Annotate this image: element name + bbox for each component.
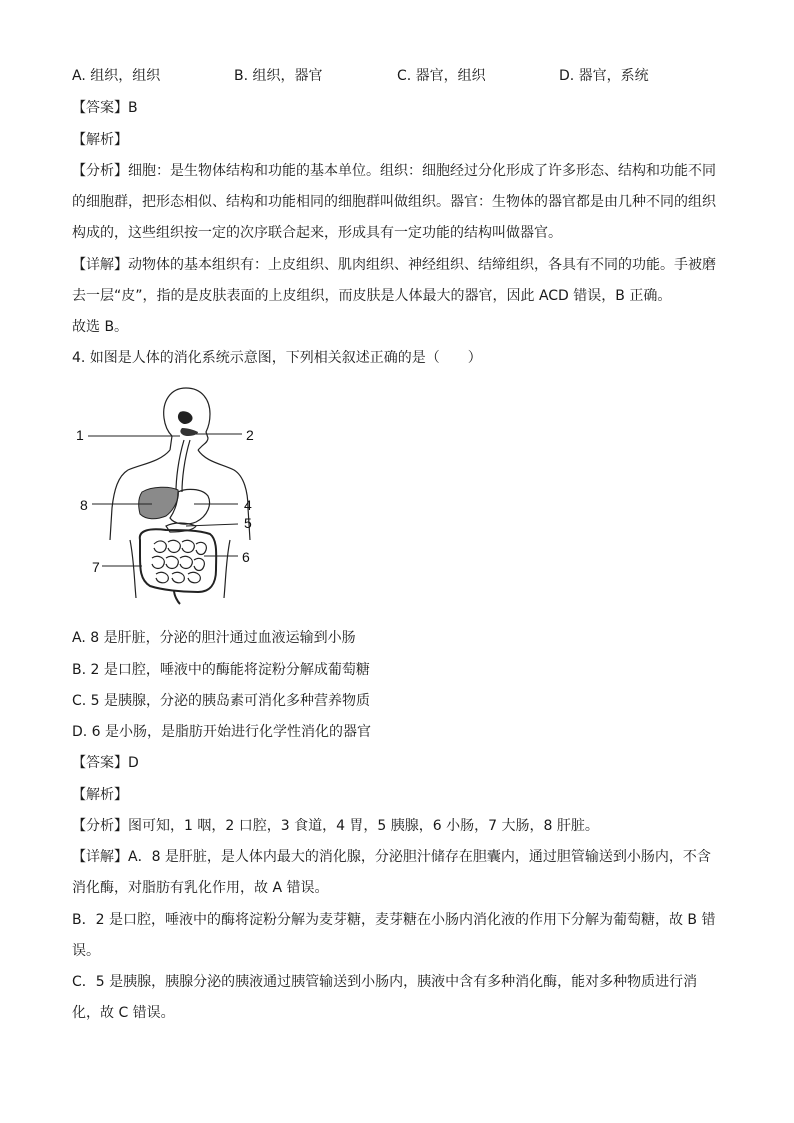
mouth-mark bbox=[180, 428, 198, 436]
left-body-outline bbox=[130, 540, 136, 598]
label-2: 2 bbox=[246, 427, 254, 443]
q4-xiangjie-line-1: 【详解】A．8 是肝脏，是人体内最大的消化腺，分泌胆汁储存在胆囊内，通过胆管输送到小肠内，不含 bbox=[72, 849, 711, 865]
label-4: 4 bbox=[244, 497, 252, 513]
q4-xiangjie-line-6: 化，故 C 错误。 bbox=[72, 1005, 175, 1021]
q4-xiangjie-line-5: C．5 是胰腺，胰腺分泌的胰液通过胰管输送到小肠内，胰液中含有多种消化酶，能对多种物质进行消 bbox=[72, 974, 698, 990]
pharynx-mark bbox=[178, 411, 193, 424]
right-body-outline bbox=[224, 540, 230, 598]
right-shoulder-outline bbox=[198, 450, 250, 540]
q4-analysis-heading: 【解析】 bbox=[72, 787, 128, 803]
label-6: 6 bbox=[242, 549, 250, 565]
q4-fenxi: 【分析】图可知，1 咽，2 口腔，3 食道，4 胃，5 胰腺，6 小肠，7 大肠，8 肝脏。 bbox=[72, 818, 599, 834]
q3-option-d: D. 器官，系统 bbox=[559, 68, 649, 84]
q4-option-b: B. 2 是口腔，唾液中的酶能将淀粉分解成葡萄糖 bbox=[72, 662, 370, 678]
q4-xiangjie-line-4: 误。 bbox=[72, 943, 100, 959]
esophagus-outline bbox=[176, 440, 184, 492]
q3-xiangjie-line-1: 【详解】动物体的基本组织有：上皮组织、肌肉组织、神经组织、结缔组织，各具有不同的功能。手被磨 bbox=[72, 257, 716, 273]
label-8: 8 bbox=[80, 497, 88, 513]
digestive-system-diagram bbox=[70, 380, 270, 605]
q4-answer: 【答案】D bbox=[72, 755, 139, 771]
label-7: 7 bbox=[92, 559, 100, 575]
q3-option-b: B. 组织，器官 bbox=[234, 68, 323, 84]
q4-xiangjie-line-2: 消化酶，对脂肪有乳化作用，故 A 错误。 bbox=[72, 880, 329, 896]
q4-stem: 4. 如图是人体的消化系统示意图，下列相关叙述正确的是（ ） bbox=[72, 350, 482, 366]
q3-analysis-heading: 【解析】 bbox=[72, 132, 128, 148]
q3-fenxi-line-2: 的细胞群，把形态相似、结构和功能相同的细胞群叫做组织。器官：生物体的器官都是由几种不同的组织 bbox=[72, 194, 716, 210]
q3-xiangjie-line-2: 去一层“皮”，指的是皮肤表面的上皮组织，而皮肤是人体最大的器官，因此 ACD 错误，B 正确。 bbox=[72, 288, 672, 304]
q4-option-a: A. 8 是肝脏，分泌的胆汁通过血液运输到小肠 bbox=[72, 630, 356, 646]
label-1: 1 bbox=[76, 427, 84, 443]
q4-xiangjie-line-3: B．2 是口腔，唾液中的酶将淀粉分解为麦芽糖，麦芽糖在小肠内消化液的作用下分解为葡萄糖，故 B 错 bbox=[72, 912, 716, 928]
q3-fenxi-line-1: 【分析】细胞：是生物体结构和功能的基本单位。组织：细胞经过分化形成了许多形态、结构和功能不同 bbox=[72, 163, 716, 179]
small-intestine-coils bbox=[152, 540, 206, 582]
q4-option-d: D. 6 是小肠，是脂肪开始进行化学性消化的器官 bbox=[72, 724, 372, 740]
q4-option-c: C. 5 是胰腺，分泌的胰岛素可消化多种营养物质 bbox=[72, 693, 371, 709]
q3-conclusion: 故选 B。 bbox=[72, 319, 129, 335]
q3-answer: 【答案】B bbox=[72, 100, 138, 116]
label-5: 5 bbox=[244, 515, 252, 531]
q3-fenxi-line-3: 构成的，这些组织按一定的次序联合起来，形成具有一定功能的结构叫做器官。 bbox=[72, 225, 562, 241]
q3-option-c: C. 器官，组织 bbox=[397, 68, 486, 84]
q3-option-a: A. 组织，组织 bbox=[72, 68, 161, 84]
